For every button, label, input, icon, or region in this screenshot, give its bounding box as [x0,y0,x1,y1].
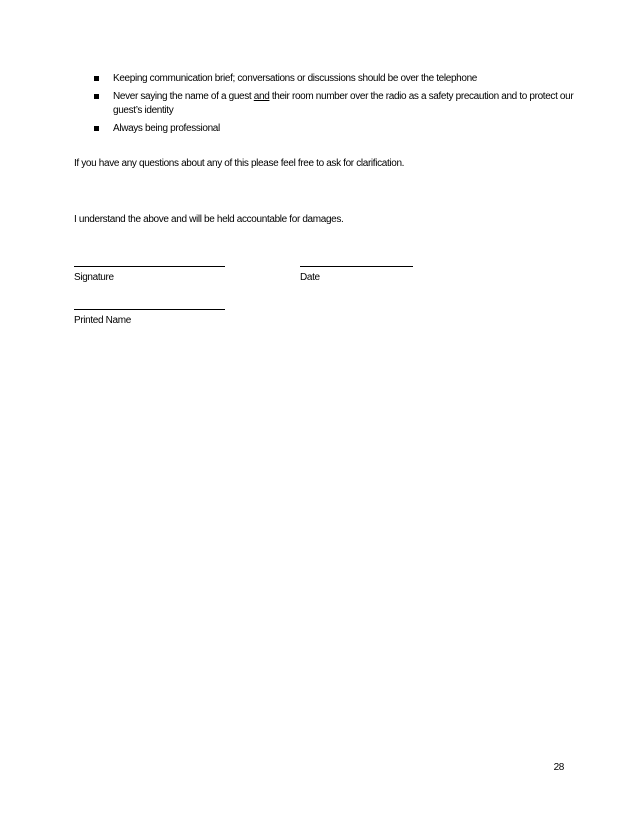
date-line [300,266,413,267]
signature-label: Signature [74,272,114,283]
bullet-item [94,122,574,136]
square-bullet-icon [94,76,99,81]
printed-name-label: Printed Name [74,315,131,326]
acknowledgement-paragraph: I understand the above and will be held accountable for damages. [74,214,344,225]
bullet-text: Keeping communication brief; conversations or discussions should be over the telephone [113,73,478,84]
signature-line [74,266,225,267]
bullet-item [94,72,574,86]
bullet-text-start: Never saying the name of a guest [113,91,254,102]
bullet-list [94,72,574,140]
bullet-item [94,90,574,118]
bullet-text-underlined: and [253,91,270,102]
bullet-text-end: their room number over the radio as a safety precaution and to protect our guest’s identity [113,91,574,116]
square-bullet-icon [94,94,99,99]
bullet-text: Always being professional [113,123,220,134]
printed-name-line [74,309,225,310]
questions-paragraph: If you have any questions about any of this please feel free to ask for clarification. [74,158,405,169]
page-number: 28 [553,762,564,773]
date-label: Date [300,272,320,283]
square-bullet-icon [94,126,99,131]
